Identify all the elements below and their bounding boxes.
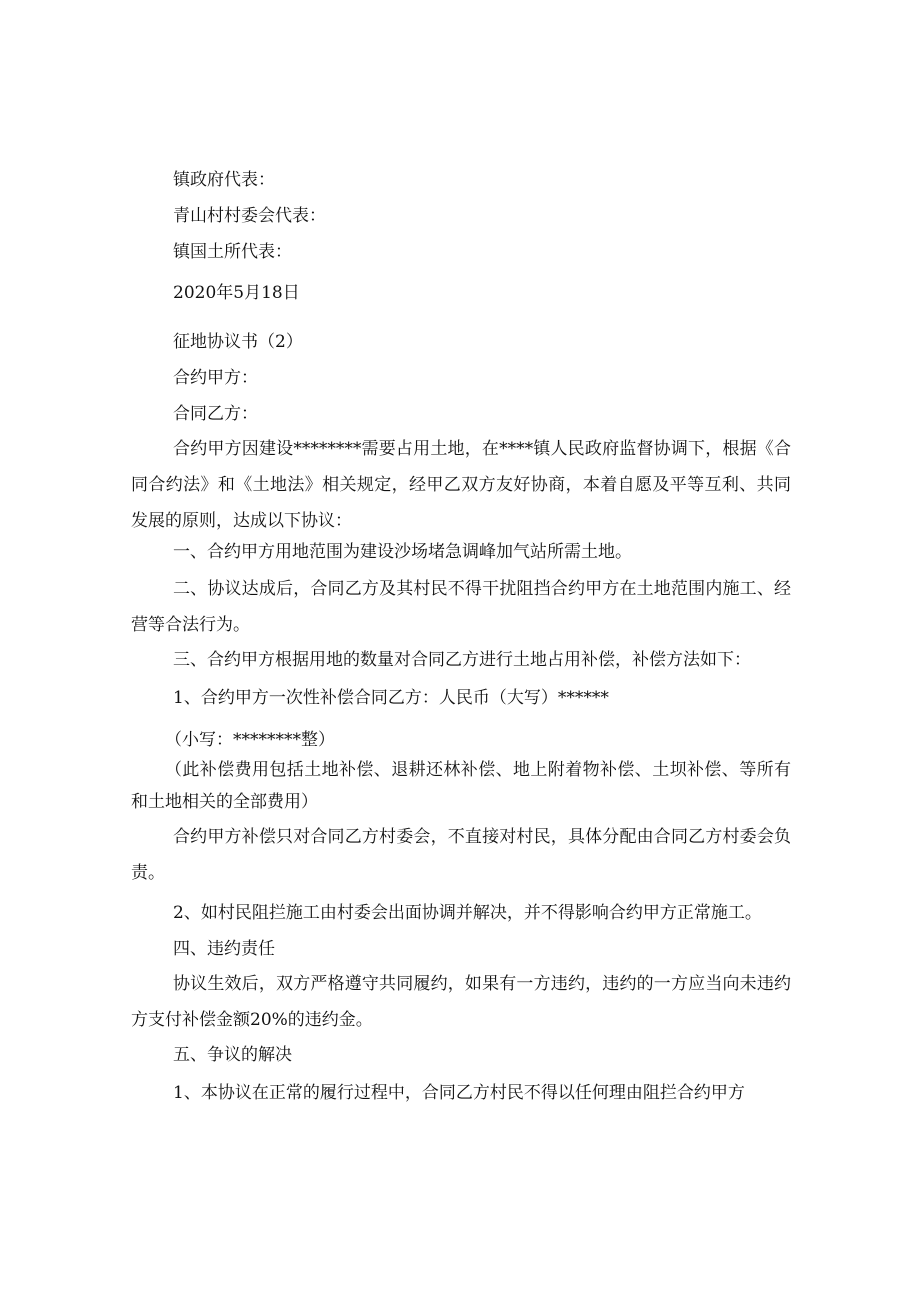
clause-3-small-amount: （小写：********整）	[165, 730, 335, 750]
clause-3-item-1: 1、合约甲方一次性补偿合同乙方：人民币（大写）******	[173, 688, 609, 708]
preamble-paragraph: 合约甲方因建设********需要占用土地，在****镇人民政府监督协调下，根据《合同合约法》和《土地法》相关规定，经甲乙双方友好协商，本着自愿及平等互利、共同发展的原则，达成以下协议：	[131, 439, 791, 531]
clause-3-note: （此补偿费用包括土地补偿、退耕还林补偿、地上附着物补偿、土坝补偿、等所有和土地相关的全部费用）	[131, 760, 791, 812]
village-committee-representative: 青山村村委会代表：	[173, 206, 326, 226]
clause-4-title: 四、违约责任	[173, 939, 275, 959]
party-a-label: 合约甲方：	[173, 368, 258, 388]
clause-1: 一、合约甲方用地范围为建设沙场堵急调峰加气站所需土地。	[173, 542, 632, 562]
clause-3-item-2: 2、如村民阻拦施工由村委会出面协调并解决，并不得影响合约甲方正常施工。	[173, 903, 762, 923]
clause-3-distribution: 合约甲方补偿只对合同乙方村委会，不直接对村民，具体分配由合同乙方村委会负责。	[131, 827, 791, 883]
party-b-label: 合同乙方：	[173, 404, 258, 424]
agreement-title: 征地协议书（2）	[173, 332, 303, 352]
clause-5-item-1: 1、本协议在正常的履行过程中，合同乙方村民不得以任何理由阻拦合约甲方	[173, 1083, 745, 1103]
clause-5-title: 五、争议的解决	[173, 1045, 292, 1065]
clause-2: 二、协议达成后，合同乙方及其村民不得干扰阻挡合约甲方在土地范围内施工、经营等合法行为。	[131, 579, 791, 635]
town-government-representative: 镇政府代表：	[173, 170, 275, 190]
clause-3: 三、合约甲方根据用地的数量对合同乙方进行土地占用补偿，补偿方法如下：	[173, 650, 751, 670]
land-office-representative: 镇国土所代表：	[173, 242, 292, 262]
signing-date: 2020年5月18日	[173, 283, 300, 303]
clause-4-text: 协议生效后，双方严格遵守共同履约，如果有一方违约，违约的一方应当向未违约方支付补偿金额20%的违约金。	[131, 974, 791, 1030]
